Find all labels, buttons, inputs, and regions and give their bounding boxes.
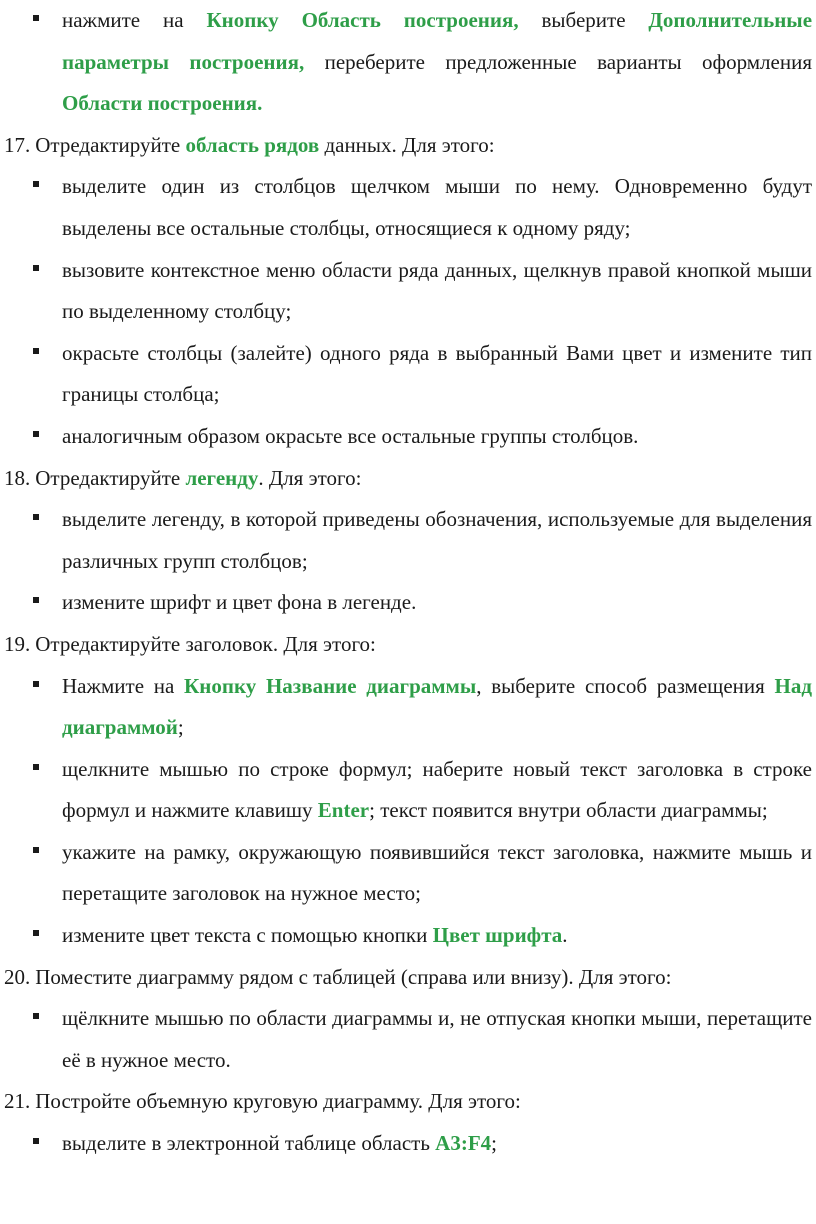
list-item [0, 915, 816, 957]
text: выделите в электронной таблице область [62, 1131, 436, 1156]
step-number: 19. [4, 631, 31, 656]
text: Нажмите на [62, 673, 185, 698]
text: Отредактируйте [35, 132, 186, 157]
list-item [0, 1123, 816, 1165]
step-number: 20. [4, 964, 31, 989]
text: измените цвет текста с помощью кнопки [62, 923, 433, 948]
numbered-step-19 [0, 624, 816, 666]
text: , выберите способ размещения [476, 673, 775, 698]
highlight: легенду [185, 465, 259, 490]
list-item: аналогичным образом окрасьте все остальные группы столбцов. [0, 416, 816, 458]
list-item: окрасьте столбцы (залейте) одного ряда в выбранный Вами цвет и измените тип границы столбца; [0, 333, 816, 416]
text: ; [491, 1131, 497, 1156]
list-item: выделите легенду, в которой приведены обозначения, используемые для выделения различных групп столбцов; [0, 499, 816, 582]
numbered-step-21 [0, 1081, 816, 1123]
highlight: Над диаграммой [62, 673, 812, 740]
list-item: укажите на рамку, окружающую появившийся текст заголовка, нажмите мышь и перетащите заголовок на нужное место; [0, 832, 816, 915]
text: Постройте объемную круговую диаграмму. Для этого: [35, 1089, 521, 1114]
numbered-step-18 [0, 458, 816, 500]
list-item [0, 666, 816, 749]
list-item: выделите один из столбцов щелчком мыши по нему. Одновременно будут выделены все остальные столбцы, относящиеся к одному ряду; [0, 166, 816, 249]
numbered-step-17 [0, 125, 816, 167]
list-item [0, 749, 816, 832]
highlight: A3:F4 [435, 1131, 492, 1156]
text: ; текст появится внутри области диаграммы; [369, 798, 768, 823]
list-item [0, 0, 816, 125]
text: нажмите на [62, 8, 207, 32]
step-number: 17. [4, 132, 31, 157]
highlight: Enter [317, 798, 370, 823]
list-item: щёлкните мышью по области диаграммы и, не отпуская кнопки мыши, перетащите её в нужное место. [0, 998, 816, 1081]
text: . [562, 923, 568, 948]
highlight: область рядов [185, 132, 320, 157]
text: выберите [518, 8, 649, 32]
highlight: Кнопку Область построения, [206, 8, 519, 32]
text: данных. Для этого: [319, 132, 495, 157]
text: щелкните мышью по строке формул; наберите новый текст заголовка в строке формул и нажмите клавишу [62, 756, 812, 823]
step-number: 18. [4, 465, 31, 490]
text: Поместите диаграмму рядом с таблицей (справа или внизу). Для этого: [35, 964, 672, 989]
highlight: Кнопку Название диаграммы [184, 673, 477, 698]
numbered-step-20 [0, 957, 816, 999]
text: переберите предложенные варианты оформления [304, 49, 812, 74]
text: Отредактируйте заголовок. Для этого: [35, 631, 376, 656]
step-number: 21. [4, 1089, 31, 1114]
list-item: вызовите контекстное меню области ряда данных, щелкнув правой кнопкой мыши по выделенному столбцу; [0, 250, 816, 333]
text: Отредактируйте [35, 465, 186, 490]
text: . Для этого: [258, 465, 362, 490]
highlight: Цвет шрифта [432, 923, 563, 948]
list-item: измените шрифт и цвет фона в легенде. [0, 582, 816, 624]
highlight: Области построения. [62, 91, 263, 116]
text: ; [177, 715, 184, 740]
highlight: Дополнительные параметры построения, [62, 8, 813, 74]
